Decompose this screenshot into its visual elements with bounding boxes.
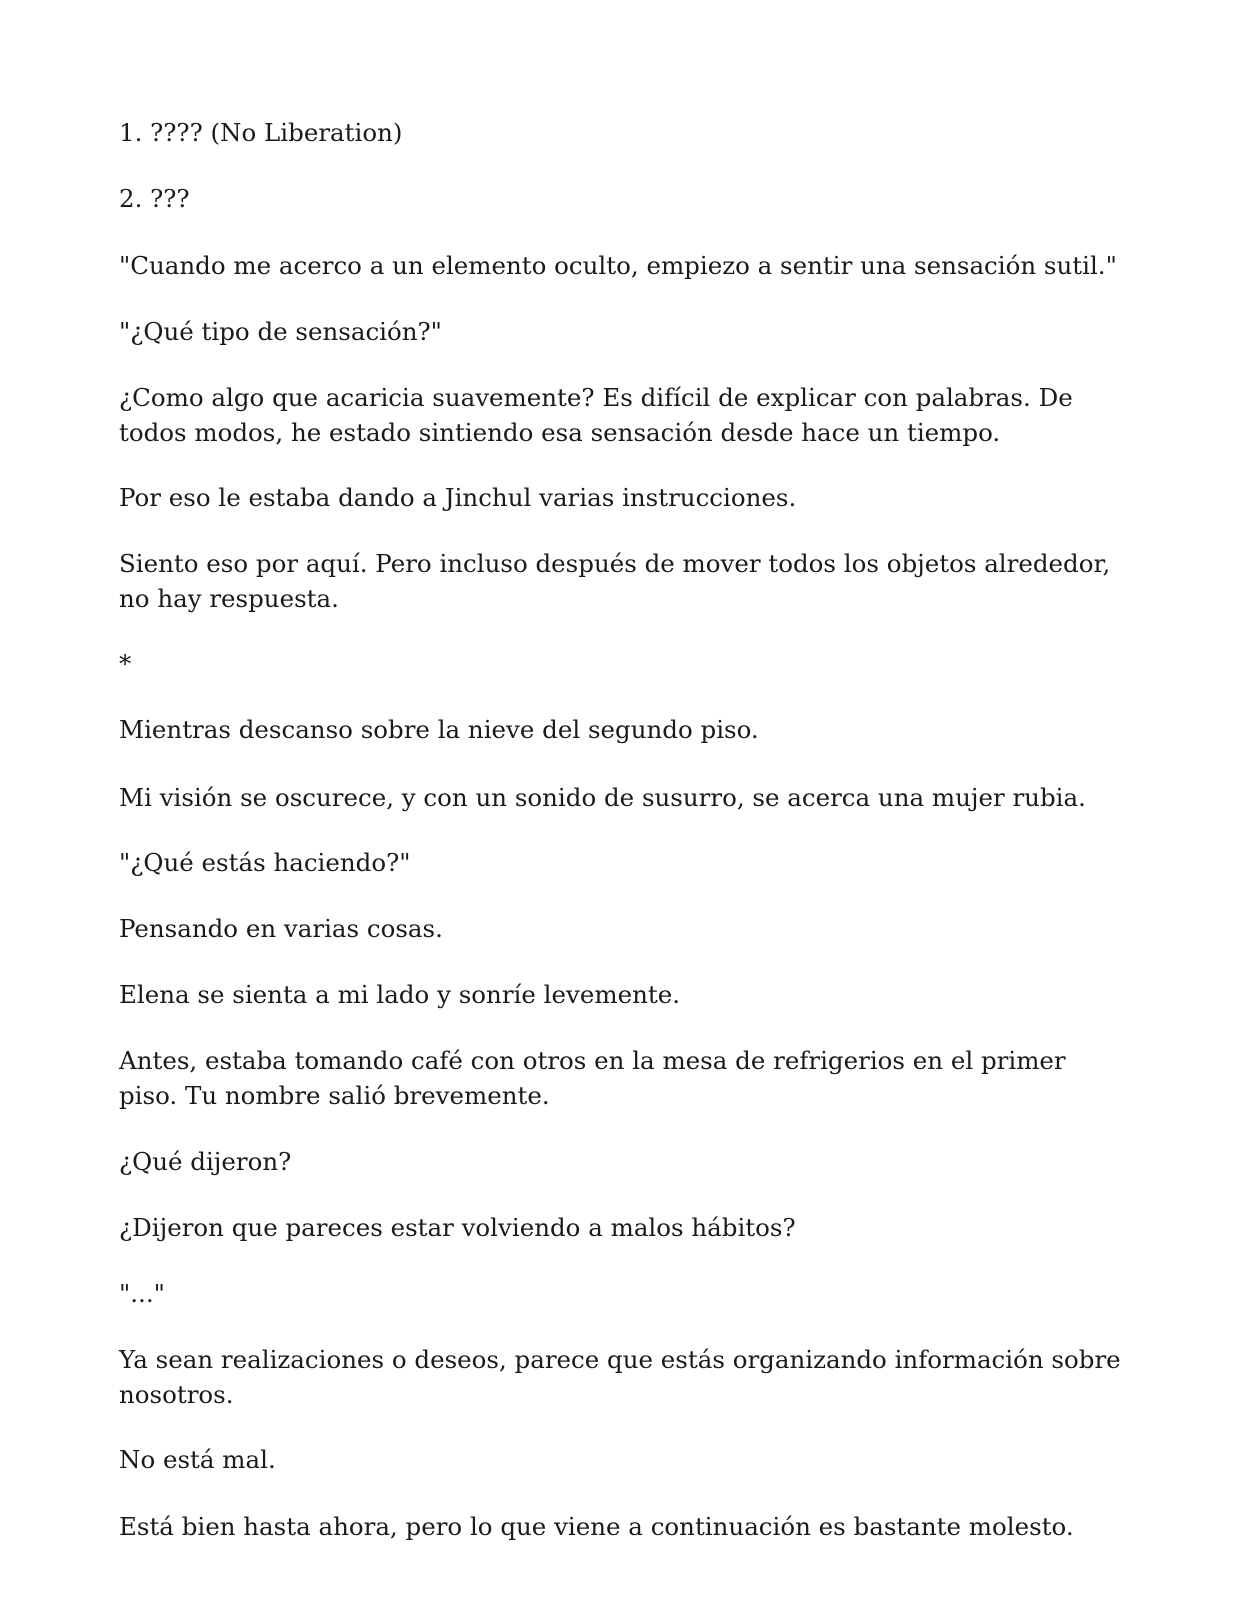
paragraph: ¿Dijeron que pareces estar volviendo a malos hábitos? — [119, 1213, 796, 1242]
paragraph: "Cuando me acerco a un elemento oculto, empiezo a sentir una sensación sutil." — [119, 251, 1117, 280]
paragraph: Pensando en varias cosas. — [119, 914, 443, 943]
paragraph: Mientras descanso sobre la nieve del segundo piso. — [119, 715, 759, 744]
scene-break: * — [119, 649, 132, 678]
paragraph: ¿Como algo que acaricia suavemente? Es difícil de explicar con palabras. De todos modos, he estado sintiendo esa sensación desde hace un tiempo. — [119, 383, 1073, 447]
paragraph: ¿Qué dijeron? — [119, 1147, 292, 1176]
paragraph: No está mal. — [119, 1445, 276, 1474]
paragraph: Siento eso por aquí. Pero incluso después de mover todos los objetos alrededor, no hay respuesta. — [119, 549, 1111, 613]
paragraph: Elena se sienta a mi lado y sonríe levemente. — [119, 980, 680, 1009]
paragraph: "..." — [119, 1279, 165, 1308]
paragraph: "¿Qué tipo de sensación?" — [119, 317, 442, 346]
paragraph: Antes, estaba tomando café con otros en la mesa de refrigerios en el primer piso. Tu nombre salió brevemente. — [119, 1046, 1066, 1110]
paragraph: Mi visión se oscurece, y con un sonido de susurro, se acerca una mujer rubia. — [119, 783, 1086, 812]
paragraph: "¿Qué estás haciendo?" — [119, 848, 411, 877]
chapter-line-2: 2. ??? — [119, 184, 190, 213]
paragraph: Por eso le estaba dando a Jinchul varias instrucciones. — [119, 483, 797, 512]
chapter-line-1: 1. ???? (No Liberation) — [119, 118, 403, 147]
paragraph: Está bien hasta ahora, pero lo que viene a continuación es bastante molesto. — [119, 1512, 1074, 1541]
paragraph: Ya sean realizaciones o deseos, parece que estás organizando información sobre nosotros. — [119, 1345, 1121, 1409]
